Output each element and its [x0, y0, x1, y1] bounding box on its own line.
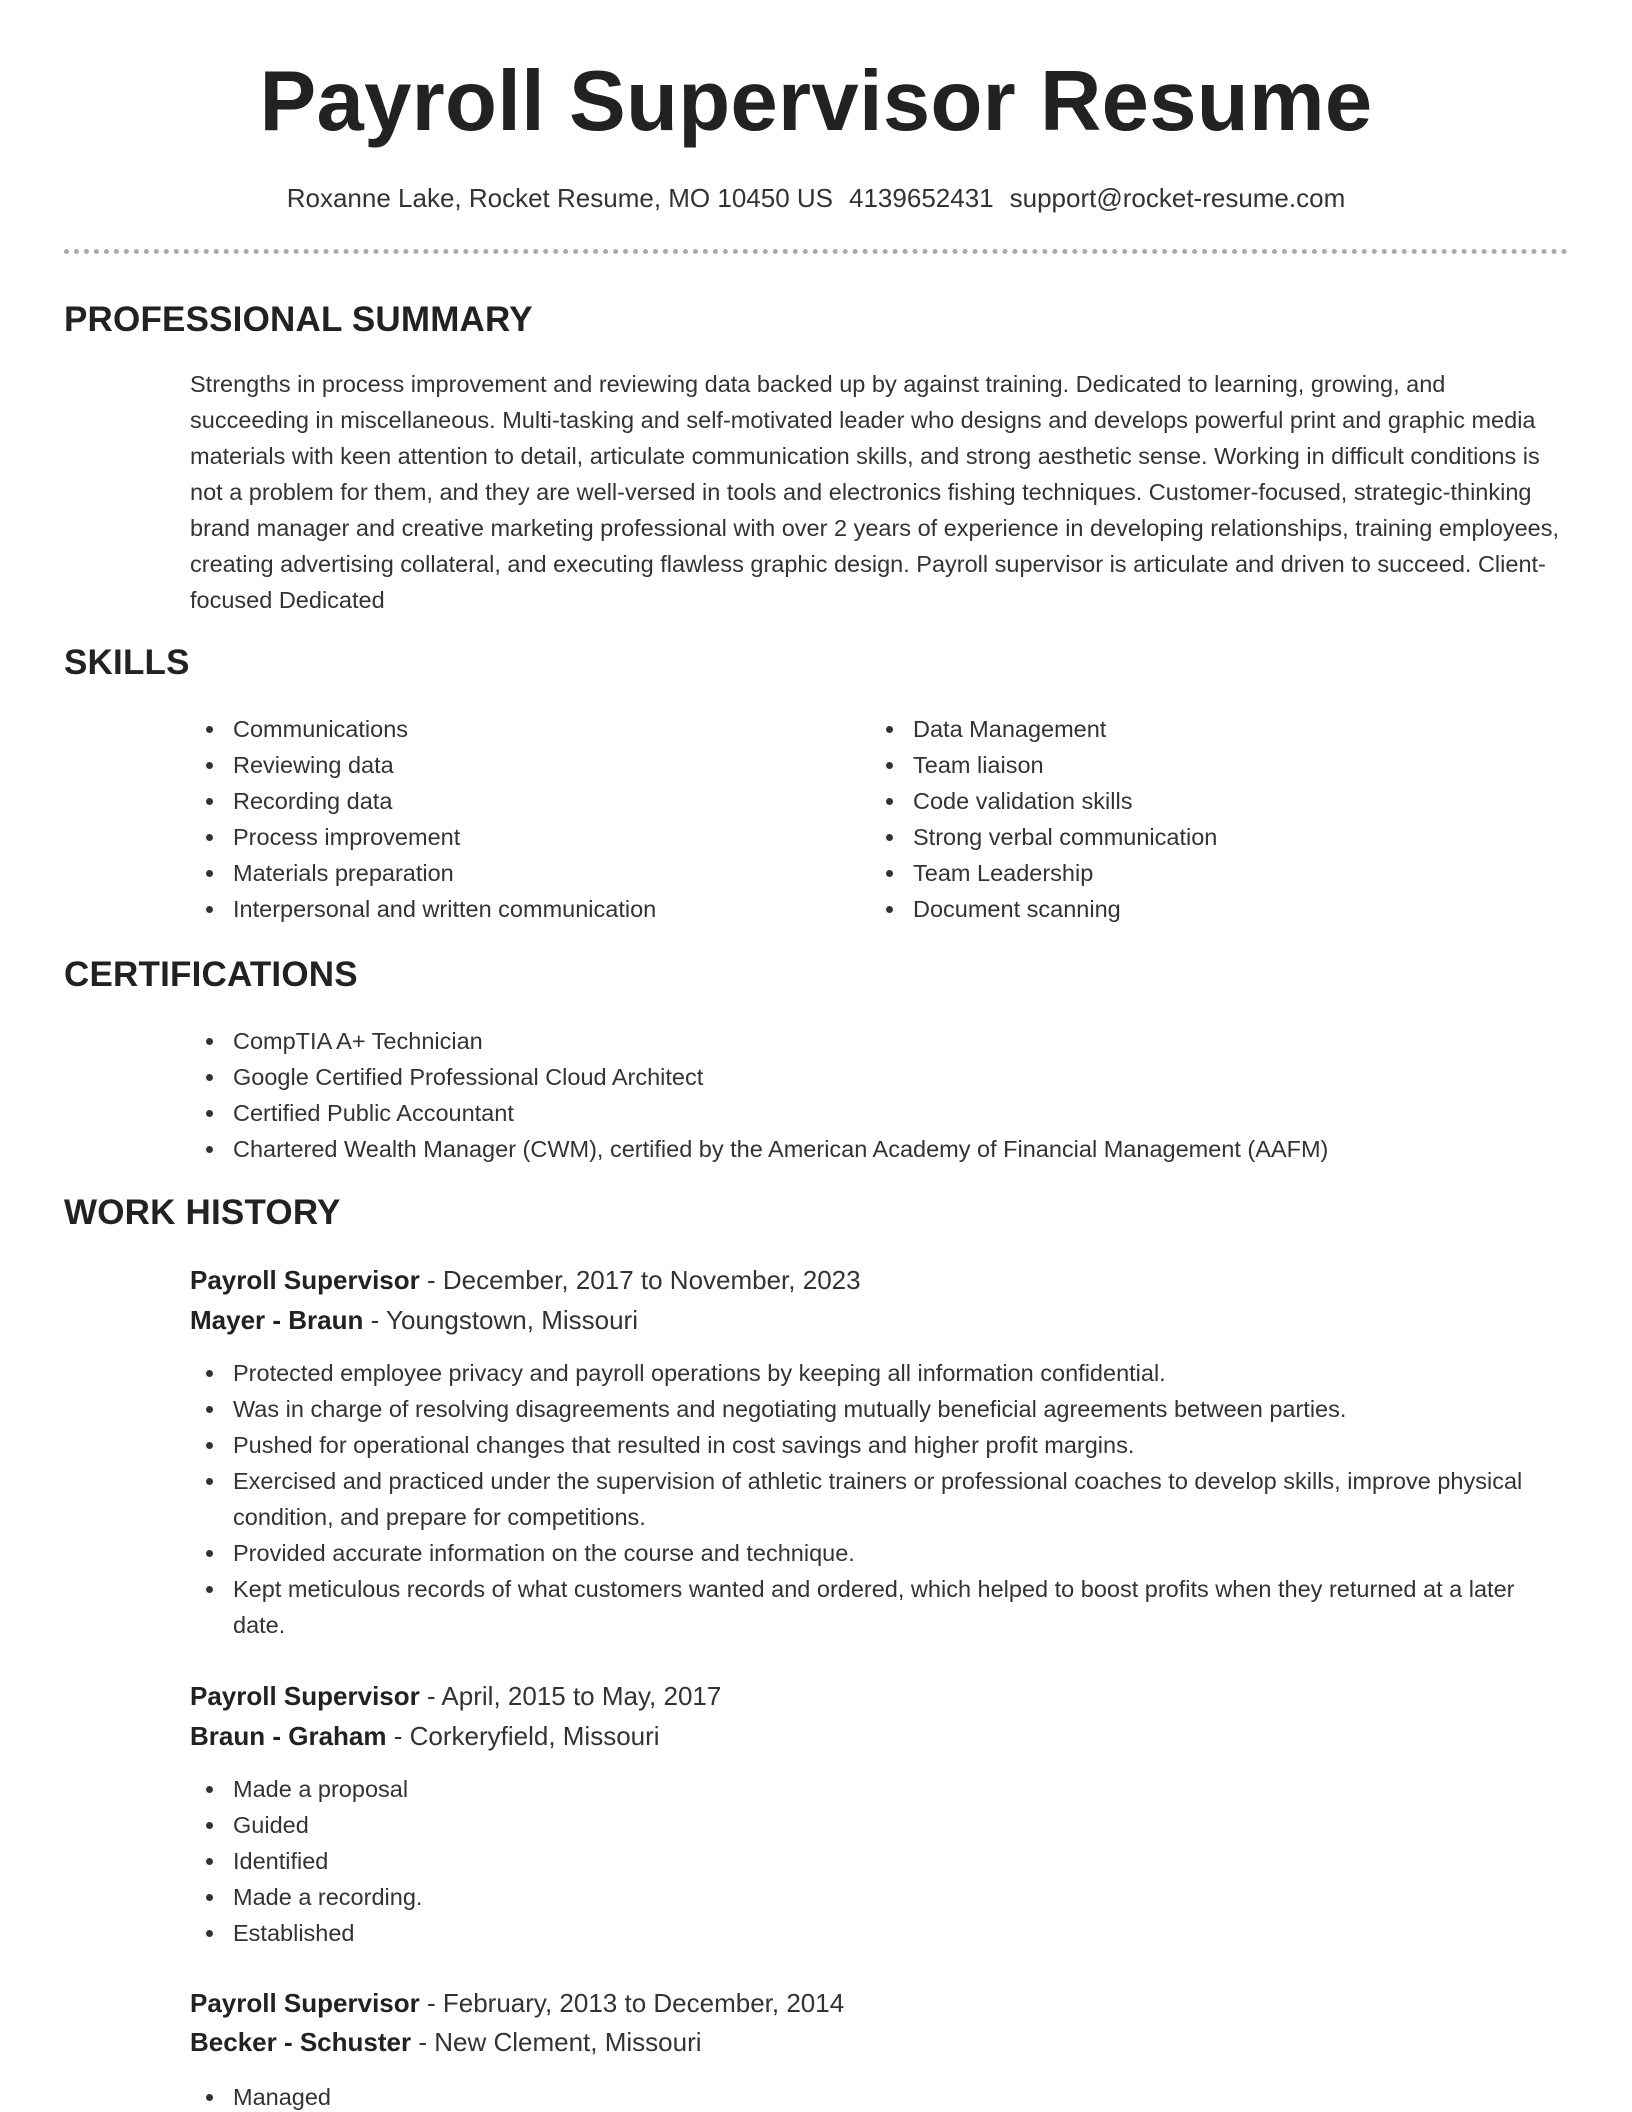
job-dates: - December, 2017 to November, 2023 [419, 1265, 861, 1295]
header-divider [64, 249, 1568, 254]
summary-heading: PROFESSIONAL SUMMARY [64, 300, 533, 339]
job-bullet: Made a proposal [190, 1771, 1570, 1807]
certifications-heading: CERTIFICATIONS [64, 955, 358, 994]
skill-item: Document scanning [870, 891, 1510, 927]
job-dates: - February, 2013 to December, 2014 [419, 1988, 845, 2018]
skill-item: Strong verbal communication [870, 819, 1510, 855]
job-location: - Youngstown, Missouri [363, 1305, 638, 1335]
contact-address: Roxanne Lake, Rocket Resume, MO 10450 US [286, 183, 834, 213]
job-bullets [190, 2079, 1570, 2112]
skill-item: Reviewing data [190, 747, 830, 783]
skill-item: Data Management [870, 711, 1510, 747]
job-title: Payroll Supervisor [190, 1988, 420, 2018]
job-company-line [190, 1302, 638, 1338]
contact-line [0, 181, 1632, 215]
job-title: Payroll Supervisor [190, 1265, 420, 1295]
certification-item: Google Certified Professional Cloud Architect [190, 1059, 1570, 1095]
job-title-line [190, 1262, 861, 1298]
job-location: - New Clement, Missouri [411, 2027, 702, 2057]
job-bullet: Kept meticulous records of what customers wanted and ordered, which helped to boost profits when they returned at a later date. [190, 1571, 1570, 1643]
job-bullet: Guided [190, 1807, 1570, 1843]
job-bullet: Exercised and practiced under the supervision of athletic trainers or professional coaches to develop skills, improve physical condition, and prepare for competitions. [190, 1463, 1570, 1535]
skills-list-left [190, 711, 830, 927]
job-bullet: Provided accurate information on the course and technique. [190, 1535, 1570, 1571]
job-title-line [190, 1678, 721, 1714]
certification-item: CompTIA A+ Technician [190, 1023, 1570, 1059]
contact-phone: 4139652431 [849, 183, 994, 213]
job-dates: - April, 2015 to May, 2017 [419, 1681, 722, 1711]
skill-item: Recording data [190, 783, 830, 819]
job-title: Payroll Supervisor [190, 1681, 420, 1711]
resume-title: Payroll Supervisor Resume [259, 54, 1373, 149]
skill-item: Code validation skills [870, 783, 1510, 819]
job-company: Becker - Schuster [190, 2027, 412, 2057]
job-bullet: Made a recording. [190, 1879, 1570, 1915]
work-history-heading: WORK HISTORY [64, 1193, 341, 1232]
job-bullet: Established [190, 1915, 1570, 1951]
job-company-line [190, 2024, 702, 2060]
skill-item: Communications [190, 711, 830, 747]
skills-heading: SKILLS [64, 643, 190, 682]
job-bullet: Managed [190, 2079, 1570, 2112]
job-bullet: Protected employee privacy and payroll operations by keeping all information confidential. [190, 1355, 1570, 1391]
skills-list-right [870, 711, 1510, 927]
skill-item: Materials preparation [190, 855, 830, 891]
skill-item: Team liaison [870, 747, 1510, 783]
job-company: Braun - Graham [190, 1721, 387, 1751]
job-bullet: Pushed for operational changes that resulted in cost savings and higher profit margins. [190, 1427, 1570, 1463]
job-bullets [190, 1355, 1570, 1643]
job-bullets [190, 1771, 1570, 1951]
skill-item: Team Leadership [870, 855, 1510, 891]
skill-item: Interpersonal and written communication [190, 891, 830, 927]
job-company-line [190, 1718, 660, 1754]
contact-email: support@rocket-resume.com [1009, 183, 1346, 213]
job-location: - Corkeryfield, Missouri [386, 1721, 660, 1751]
certification-item: Chartered Wealth Manager (CWM), certified by the American Academy of Financial Management (AAFM) [190, 1131, 1570, 1167]
job-company: Mayer - Braun [190, 1305, 364, 1335]
summary-text: Strengths in process improvement and reviewing data backed up by against training. Dedicated to learning, growing, and succeeding in miscellaneous. Multi-tasking and self-motivated leader who designs and develops powerful print and graphic media materials with keen attention to detail, articulate communication skills, and strong aesthetic sense. Working in difficult conditions is not a problem for them, and they are well-versed in tools and electronics fishing techniques. Customer-focused, strategic-thinking brand manager and creative marketing professional with over 2 years of experience in developing relationships, training employees, creating advertising collateral, and executing flawless graphic design. Payroll supervisor is articulate and driven to succeed. Client-focused Dedicated [190, 371, 1559, 613]
certifications-list [190, 1023, 1570, 1167]
certification-item: Certified Public Accountant [190, 1095, 1570, 1131]
job-bullet: Was in charge of resolving disagreements and negotiating mutually beneficial agreements between parties. [190, 1391, 1570, 1427]
skill-item: Process improvement [190, 819, 830, 855]
job-bullet: Identified [190, 1843, 1570, 1879]
job-title-line [190, 1985, 844, 2021]
